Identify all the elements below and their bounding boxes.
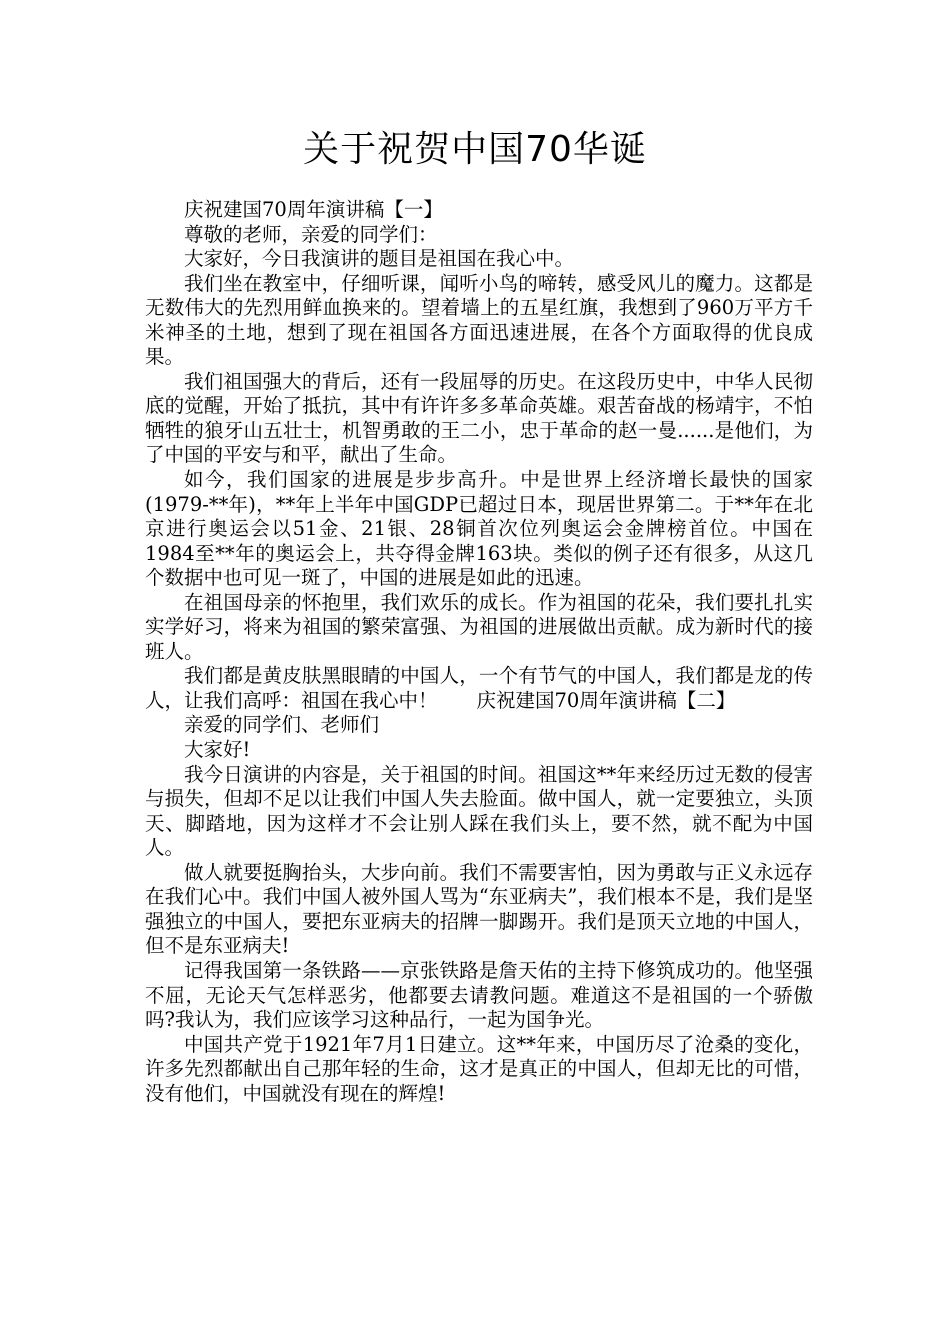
paragraph: 我们祖国强大的背后，还有一段屈辱的历史。在这段历史中，中华人民彻底的觉醒，开始了抵抗，其中有许许多多革命英雄。艰苦奋战的杨靖宇，不怕牺牲的狼牙山五壮士，机智勇敢的王二小，忠于革命的赵一曼......是他们，为了中国的平安与和平，献出了生命。 [145, 369, 813, 467]
paragraph: 如今，我们国家的进展是步步高升。中是世界上经济增长最快的国家(1979-**年)，**年上半年中国GDP已超过日本，现居世界第二。于**年在北京进行奥运会以51金、21银、28铜首次位列奥运会金牌榜首位。中国在1984至**年的奥运会上，共夺得金牌163块。类似的例子还有很多，从这几个数据中也可见一斑了，中国的进展是如此的迅速。 [145, 468, 813, 590]
paragraph: 记得我国第一条铁路——京张铁路是詹天佑的主持下修筑成功的。他坚强不屈，无论天气怎样恶劣，他都要去请教问题。难道这不是祖国的一个骄傲吗?我认为，我们应该学习这种品行，一起为国争光。 [145, 958, 813, 1032]
paragraph: 在祖国母亲的怀抱里，我们欢乐的成长。作为祖国的花朵，我们要扎扎实实学好习，将来为祖国的繁荣富强、为祖国的进展做出贡献。成为新时代的接班人。 [145, 590, 813, 663]
paragraph: 做人就要挺胸抬头，大步向前。我们不需要害怕，因为勇敢与正义永远存在我们心中。我们中国人被外国人骂为“东亚病夫”，我们根本不是，我们是坚强独立的中国人，要把东亚病夫的招牌一脚踢开。我们是顶天立地的中国人，但不是东亚病夫! [145, 860, 813, 958]
paragraph: 我们都是黄皮肤黑眼睛的中国人，一个有节气的中国人，我们都是龙的传人，让我们高呼：祖国在我心中！ 庆祝建国70周年演讲稿【二】 [145, 664, 813, 712]
paragraph: 我今日演讲的内容是，关于祖国的时间。祖国这**年来经历过无数的侵害与损失，但却不足以让我们中国人失去脸面。做中国人，就一定要独立，头顶天、脚踏地，因为这样才不会让别人踩在我们头上，要不然，就不配为中国人。 [145, 762, 813, 860]
document-title: 关于祝贺中国70华诞 [303, 129, 647, 170]
paragraph: 中国共产党于1921年7月1日建立。这**年来，中国历尽了沧桑的变化，许多先烈都献出自己那年轻的生命，这才是真正的中国人，但却无比的可惜，没有他们，中国就没有现在的辉煌! [145, 1032, 813, 1105]
paragraph: 我们坐在教室中，仔细听课，闻听小鸟的啼转，感受风儿的魔力。这都是无数伟大的先烈用鲜血换来的。望着墙上的五星红旗，我想到了960万平方千米神圣的土地，想到了现在祖国各方面迅速进展，在各个方面取得的优良成果。 [145, 271, 813, 369]
paragraph: 亲爱的同学们、老师们 [184, 713, 380, 737]
document-body [145, 198, 813, 1106]
paragraph: 大家好! [184, 738, 251, 762]
paragraph: 庆祝建国70周年演讲稿【一】 [184, 198, 443, 221]
paragraph: 大家好，今日我演讲的题目是祖国在我心中。 [184, 247, 575, 271]
paragraph: 尊敬的老师，亲爱的同学们： [184, 222, 438, 246]
